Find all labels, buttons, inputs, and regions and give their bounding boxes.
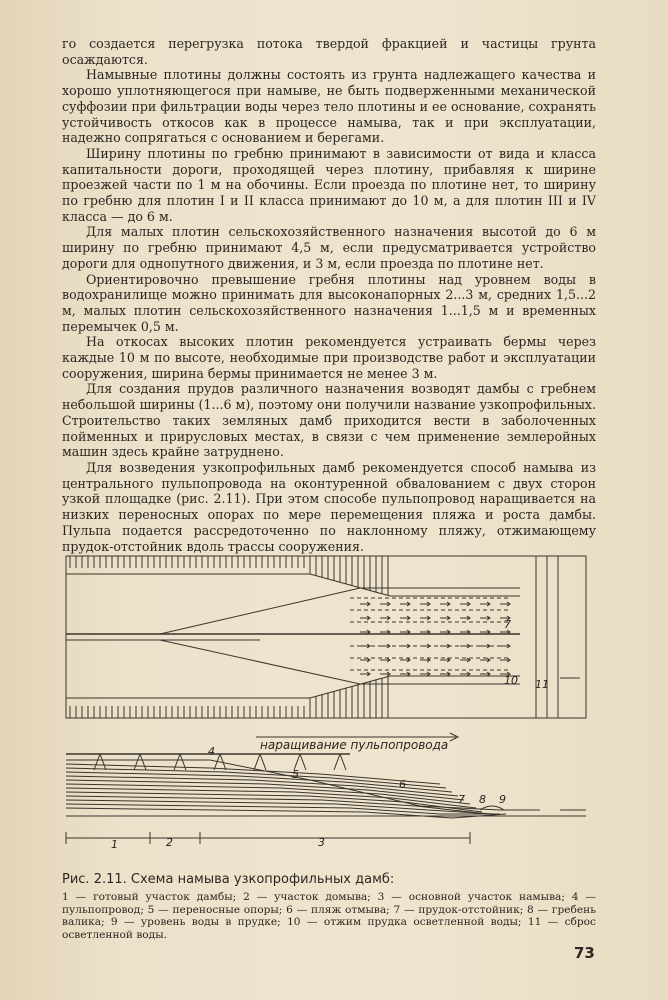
label-4: 4	[208, 745, 215, 758]
label-3: 3	[318, 836, 325, 849]
portable-support	[94, 754, 106, 770]
label-6: 6	[399, 778, 406, 791]
label-9: 9	[499, 793, 506, 806]
label-1: 1	[111, 838, 118, 851]
label-7-section: 7	[458, 793, 465, 806]
dam-crest-top	[66, 574, 520, 596]
figure-caption	[62, 872, 596, 941]
dam-crest-bottom	[66, 676, 520, 698]
label-5: 5	[292, 768, 299, 781]
plan-view	[66, 556, 586, 718]
label-11: 11	[535, 678, 549, 691]
caption-legend: 1 — готовый участок дамбы; 2 — участок домыва; 3 — основной участок намыва; 4 — пульпопровод; 5 — переносные опоры; 6 — пляж отмыва; 7 — прудок-отстойник; 8 — гребень валика; 9 — уровень воды в прудке; 10 — отжим прудка осветленной воды; 11 — сброс осветленной воды.	[62, 891, 596, 941]
beach-edge	[160, 640, 520, 684]
paragraph: Для создания прудов различного назначения возводят дамбы с гребнем небольшой ширины (1...6 м), поэтому они получили название узкопрофильных. Строительство таких земляных дамб приходится вести в заболоченных пойменных и прирусловых местах, в связи с чем применение землеройных машин здесь крайне затруднено.	[62, 381, 596, 460]
paragraph: Ориентировочно превышение гребня плотины над уровнем воды в водохранилище можно принимать для высоконапорных 2...3 м, средних 1,5...2 м, малых плотин сельскохозяйственного назначения 1...1,5 м и временных перемычек 0,5 м.	[62, 271, 596, 334]
paragraph: Для малых плотин сельскохозяйственного назначения высотой до 6 м ширину по гребню принимают 4,5 м, если предусматривается устройство дороги для однопутного движения, и 3 м, если проезда по плотине нет.	[62, 224, 596, 271]
body-text	[62, 36, 596, 554]
paragraph: Намывные плотины должны состоять из грунта надлежащего качества и хорошо уплотняющегося при намыве, не быть подверженными механической суффозии при фильтрации воды через тело плотины и ее основание, сохранять устойчивость откосов как в процессе намыва, так и при эксплуатации, надежно сопрягаться с основанием и берегами.	[62, 67, 596, 146]
label-7: 7	[504, 618, 511, 631]
portable-support	[334, 754, 346, 770]
portable-support	[254, 754, 266, 770]
portable-support	[134, 754, 146, 770]
label-10: 10	[504, 674, 518, 687]
dam-alluvium-figure	[60, 548, 600, 866]
paragraph: го создается перегрузка потока твердой фракцией и частицы грунта осаждаются.	[62, 36, 596, 67]
caption-title: Рис. 2.11. Схема намыва узкопрофильных дамб:	[62, 872, 395, 887]
label-2: 2	[166, 836, 173, 849]
label-8: 8	[479, 793, 486, 806]
beach-edge	[160, 588, 520, 634]
paragraph: На откосах высоких плотин рекомендуется устраивать бермы через каждые 10 м по высоте, необходимые при производстве работ и эксплуатации сооружения, ширина бермы принимается не менее 3 м.	[62, 334, 596, 381]
arrow-label: наращивание пульпопровода	[260, 738, 449, 752]
page-number: 73	[574, 944, 595, 962]
paragraph: Для возведения узкопрофильных дамб рекомендуется способ намыва из центрального пульпопровода на оконтуренной обвалованием с двух сторон узкой площадке (рис. 2.11). При этом способе пульпопровод наращивается на низких переносных опорах по мере перемещения пляжа и роста дамбы. Пульпа подается рассредоточенно по наклонному пляжу, отжимающему прудок-отстойник вдоль трассы сооружения.	[62, 459, 596, 554]
paragraph: Ширину плотины по гребню принимают в зависимости от вида и класса капитальности дороги, проходящей через плотину, прибавляя к ширине проезжей части по 1 м на обочины. Если проезда по плотине нет, то ширину по гребню для плотин I и II класса принимают до 10 м, а для плотин III и IV класса — до 6 м.	[62, 145, 596, 224]
